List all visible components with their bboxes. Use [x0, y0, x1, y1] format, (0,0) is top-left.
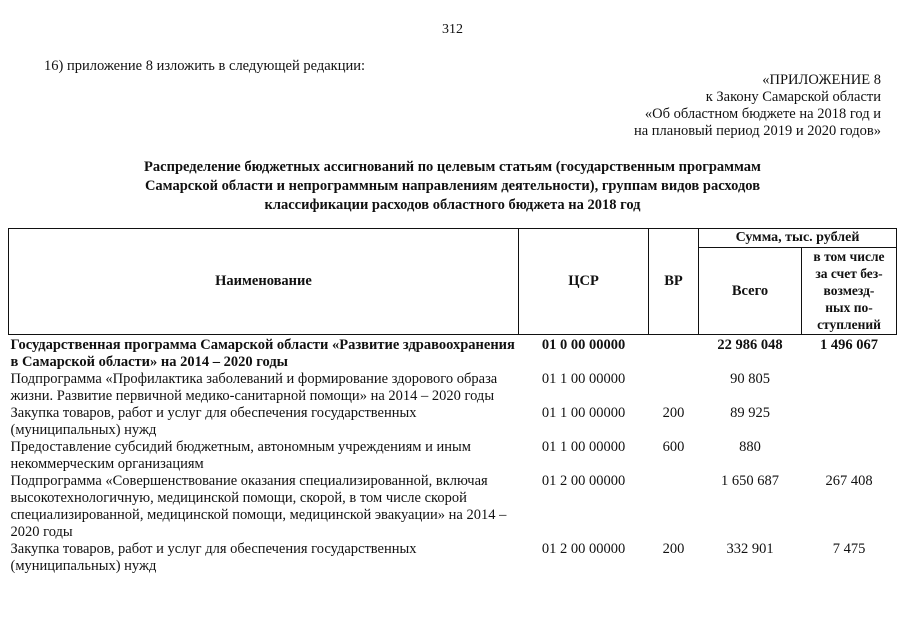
row-free: 267 408: [825, 473, 873, 489]
row-name: Закупка товаров, работ и услуг для обеспечения государственных (муниципальных) нужд: [10, 541, 417, 574]
row-free: 7 475: [832, 541, 866, 557]
title-line: Самарской области и непрограммным направлениям деятельности), группам видов расходов: [144, 178, 761, 194]
row-name: Предоставление субсидий бюджетным, автономным учреждениям и иным некоммерческим организациям: [10, 439, 471, 472]
document-title: [60, 158, 845, 215]
row-free: [802, 405, 897, 439]
row-vr: [649, 371, 699, 405]
page-number: 312: [442, 22, 463, 37]
title-line: Распределение бюджетных ассигнований по целевым статьям (государственным программам: [144, 159, 761, 175]
header-free-line: возмезд-: [823, 283, 875, 298]
row-total: 332 901: [726, 541, 774, 557]
row-name: Подпрограмма «Профилактика заболеваний и формирование здорового образа жизни. Развитие первичной медико-санитарной помощи» на 2014 – 2020 годы: [10, 371, 498, 404]
budget-table: [8, 228, 897, 575]
row-vr: [649, 335, 699, 372]
row-csr: 01 1 00 00000: [541, 439, 626, 455]
row-free: [802, 439, 897, 473]
row-vr: 600: [662, 439, 685, 455]
table-row: [9, 335, 897, 372]
header-name: Наименование: [9, 229, 519, 335]
header-csr: ЦСР: [519, 229, 649, 335]
row-total: 880: [739, 439, 761, 455]
appendix-line: на плановый период 2019 и 2020 годов»: [633, 123, 881, 139]
table-row: [9, 541, 897, 575]
appendix-line: к Закону Самарской области: [705, 89, 881, 105]
header-free: [802, 248, 897, 335]
intro-text: 16) приложение 8 изложить в следующей редакции:: [44, 58, 366, 74]
row-total: 90 805: [730, 371, 770, 387]
header-free-line: ных по-: [825, 300, 873, 315]
row-vr: 200: [662, 405, 685, 421]
table-row: [9, 473, 897, 541]
appendix-line: «Об областном бюджете на 2018 год и: [644, 106, 881, 122]
row-csr: 01 0 00 00000: [541, 337, 626, 353]
row-vr: [649, 473, 699, 541]
header-sum: Сумма, тыс. рублей: [699, 229, 897, 248]
table-row: [9, 371, 897, 405]
title-line: классификации расходов областного бюджета на 2018 год: [264, 197, 641, 213]
header-free-line: ступлений: [817, 317, 881, 332]
row-vr: 200: [662, 541, 685, 557]
header-free-line: в том числе: [813, 249, 885, 264]
row-total: 89 925: [730, 405, 770, 421]
row-csr: 01 2 00 00000: [541, 473, 626, 489]
header-free-line: за счет без-: [815, 266, 883, 281]
row-name: Государственная программа Самарской области «Развитие здравоохранения в Самарской области» на 2014 – 2020 годы: [10, 337, 515, 370]
row-name: Подпрограмма «Совершенствование оказания специализированной, включая высокотехнологичную, медицинской помощи, скорой, в том числе скорой специализированной, медицинской помощи, медицинской эвакуации» на 2014 – 2020 годы: [10, 473, 507, 540]
row-free: 1 496 067: [820, 337, 878, 353]
row-csr: 01 1 00 00000: [541, 371, 626, 387]
header-total: Всего: [699, 248, 802, 335]
row-csr: 01 1 00 00000: [541, 405, 626, 421]
table-row: [9, 439, 897, 473]
table-row: [9, 405, 897, 439]
row-total: 1 650 687: [721, 473, 779, 489]
row-free: [802, 371, 897, 405]
appendix-header: [634, 72, 881, 140]
row-csr: 01 2 00 00000: [541, 541, 626, 557]
appendix-line: «ПРИЛОЖЕНИЕ 8: [762, 72, 881, 88]
header-vr: ВР: [649, 229, 699, 335]
row-name: Закупка товаров, работ и услуг для обеспечения государственных (муниципальных) нужд: [10, 405, 417, 438]
row-total: 22 986 048: [717, 337, 783, 353]
